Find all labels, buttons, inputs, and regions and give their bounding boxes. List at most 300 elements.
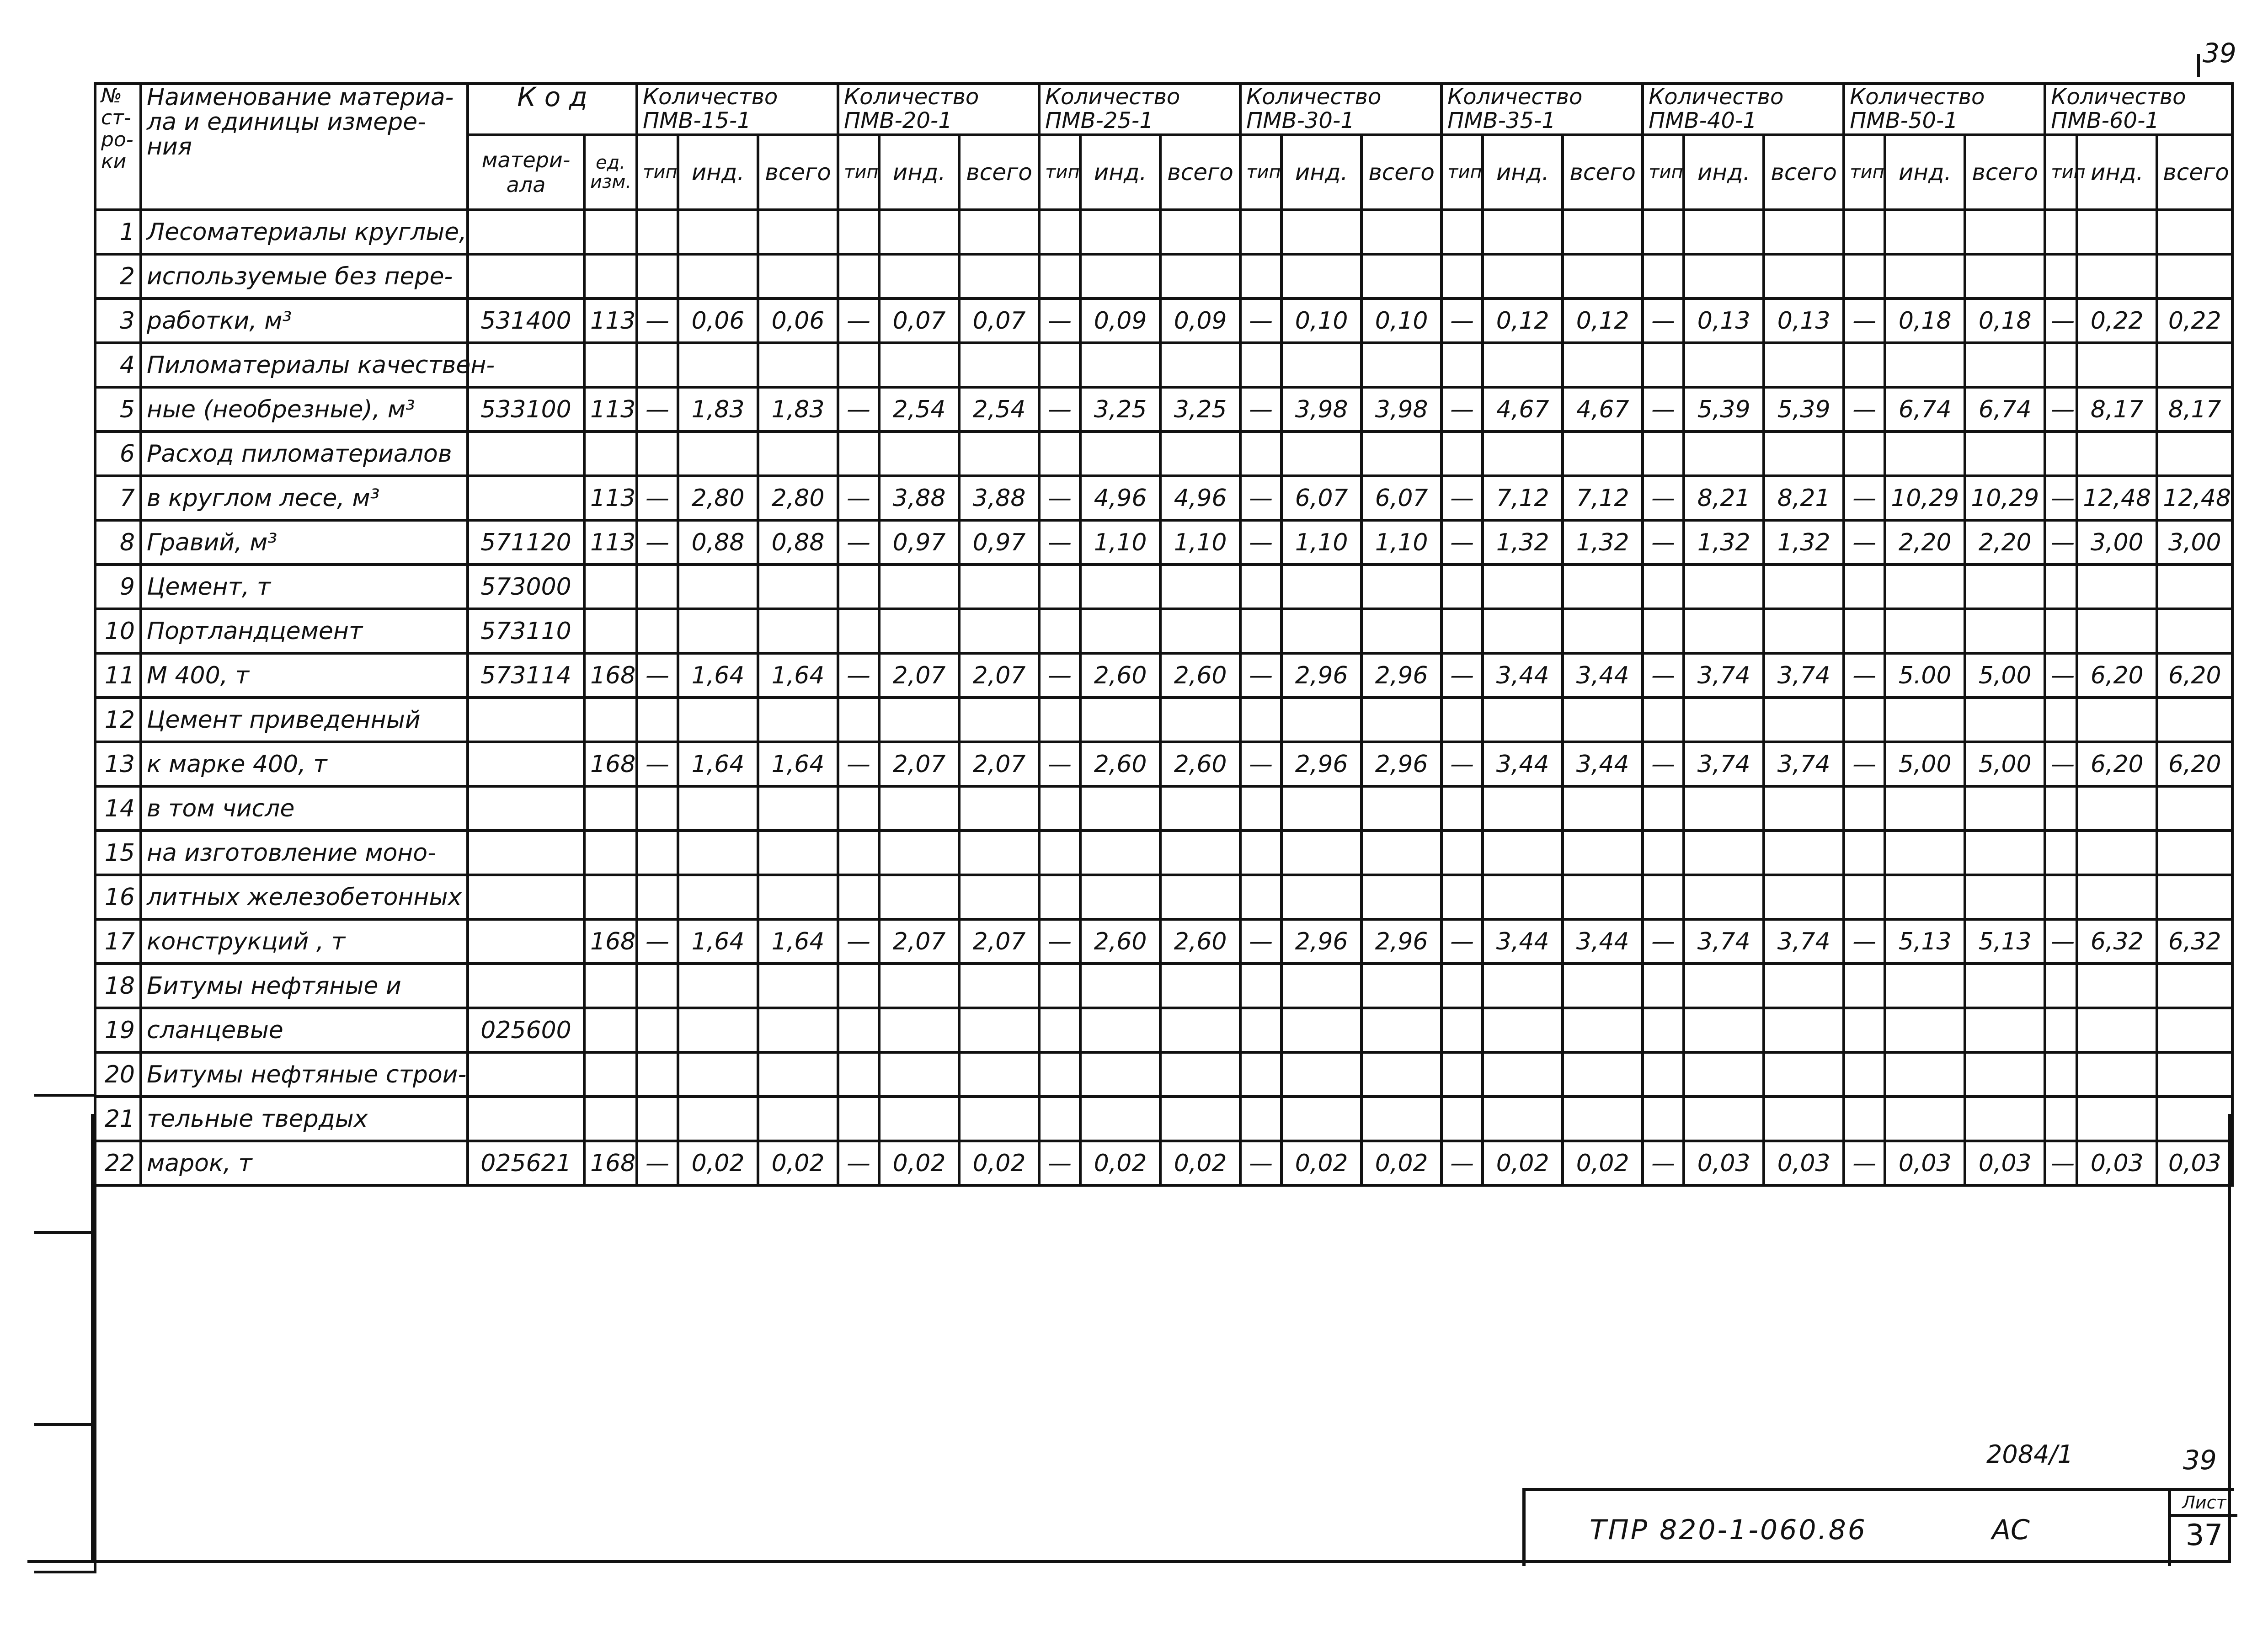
cell-type: —: [1039, 298, 1080, 343]
cell-ind: 3,44: [1483, 653, 1563, 698]
cell-total: [1361, 609, 1441, 653]
material-code: [468, 742, 584, 786]
cell-ind: 6,20: [2077, 742, 2157, 786]
cell-ind: 0,02: [879, 1141, 959, 1185]
header-sub-ind: инд.: [1483, 135, 1563, 210]
cell-total: 0,06: [758, 298, 838, 343]
cell-total: 4,96: [1160, 476, 1240, 520]
cell-total: 3,74: [1764, 653, 1844, 698]
cell-ind: [1885, 698, 1965, 742]
cell-type: [1039, 1008, 1080, 1052]
cell-ind: [1281, 786, 1361, 831]
row-number: 7: [95, 476, 141, 520]
cell-type: [1844, 1052, 1885, 1097]
cell-total: [1563, 1008, 1643, 1052]
cell-type: [1441, 1097, 1483, 1141]
cell-total: 0,13: [1764, 298, 1844, 343]
cell-type: [1039, 1097, 1080, 1141]
cell-total: [1160, 609, 1240, 653]
cell-total: 5,39: [1764, 387, 1844, 432]
unit-code: [584, 1052, 637, 1097]
cell-type: [637, 831, 678, 875]
cell-ind: [1684, 964, 1764, 1008]
cell-ind: [1684, 343, 1764, 387]
header-sub-total: всего: [758, 135, 838, 210]
cell-total: [2157, 698, 2232, 742]
cell-ind: [2077, 875, 2157, 919]
unit-code: [584, 875, 637, 919]
cell-ind: [879, 698, 959, 742]
header-group-5: Количество ПМВ-35-1: [1441, 84, 1643, 135]
material-name: используемые без пере-: [141, 254, 468, 298]
cell-total: [959, 254, 1039, 298]
header-sub-ind: инд.: [1281, 135, 1361, 210]
cell-total: 0,02: [1563, 1141, 1643, 1185]
cell-type: [1441, 432, 1483, 476]
table-row: [95, 653, 2232, 698]
cell-ind: [2077, 1052, 2157, 1097]
cell-total: [1965, 786, 2045, 831]
cell-total: [959, 1052, 1039, 1097]
cell-ind: [1483, 210, 1563, 254]
table-body: [95, 210, 2232, 1185]
cell-ind: [879, 1008, 959, 1052]
cell-type: [2045, 565, 2077, 609]
table-row: [95, 875, 2232, 919]
cell-total: [1361, 1008, 1441, 1052]
material-name: тельные твердых: [141, 1097, 468, 1141]
cell-ind: [1885, 1097, 1965, 1141]
cell-total: 0,12: [1563, 298, 1643, 343]
cell-type: —: [637, 1141, 678, 1185]
cell-ind: 6,20: [2077, 653, 2157, 698]
cell-type: [1844, 698, 1885, 742]
cell-ind: [678, 343, 758, 387]
cell-ind: 0,22: [2077, 298, 2157, 343]
material-code: 531400: [468, 298, 584, 343]
cell-type: [1441, 786, 1483, 831]
cell-ind: 2,96: [1281, 742, 1361, 786]
cell-ind: [2077, 432, 2157, 476]
cell-type: [1643, 964, 1684, 1008]
material-code: 573110: [468, 609, 584, 653]
cell-ind: [1281, 343, 1361, 387]
unit-code: [584, 254, 637, 298]
cell-ind: 2,07: [879, 653, 959, 698]
cell-total: 5,00: [1965, 653, 2045, 698]
cell-type: [1844, 1097, 1885, 1141]
material-code: [468, 254, 584, 298]
cell-total: [2157, 210, 2232, 254]
cell-total: 0,02: [1160, 1141, 1240, 1185]
cell-ind: 8,17: [2077, 387, 2157, 432]
material-code: [468, 919, 584, 964]
cell-total: [1764, 1052, 1844, 1097]
cell-total: 2,07: [959, 919, 1039, 964]
cell-total: [1965, 1052, 2045, 1097]
cell-type: [838, 1097, 879, 1141]
cell-total: 0,10: [1361, 298, 1441, 343]
cell-total: [758, 1052, 838, 1097]
cell-type: [1039, 210, 1080, 254]
cell-ind: [1080, 786, 1160, 831]
cell-total: 1,32: [1764, 520, 1844, 565]
material-name: Лесоматериалы круглые,: [141, 210, 468, 254]
cell-total: [1361, 343, 1441, 387]
header-group-6: Количество ПМВ-40-1: [1643, 84, 1844, 135]
cell-ind: 0,02: [678, 1141, 758, 1185]
cell-type: [1441, 254, 1483, 298]
cell-type: —: [1643, 476, 1684, 520]
material-code: [468, 1052, 584, 1097]
header-sub-type: тип: [1643, 135, 1684, 210]
cell-ind: 6,07: [1281, 476, 1361, 520]
cell-ind: [2077, 343, 2157, 387]
unit-code: [584, 964, 637, 1008]
unit-code: [584, 609, 637, 653]
cell-total: 0,03: [1764, 1141, 1844, 1185]
cell-ind: [678, 964, 758, 1008]
table-row: [95, 786, 2232, 831]
table-row: [95, 298, 2232, 343]
cell-type: —: [1844, 298, 1885, 343]
header-sub-ind: инд.: [879, 135, 959, 210]
table-row: [95, 698, 2232, 742]
cell-type: [2045, 964, 2077, 1008]
cell-type: [637, 786, 678, 831]
material-code: [468, 698, 584, 742]
cell-type: [1643, 343, 1684, 387]
cell-ind: [1885, 254, 1965, 298]
header-sub-ind: инд.: [1684, 135, 1764, 210]
cell-type: [2045, 786, 2077, 831]
cell-total: [758, 565, 838, 609]
cell-ind: [1885, 786, 1965, 831]
cell-type: [1643, 432, 1684, 476]
cell-total: [1764, 786, 1844, 831]
cell-type: [1643, 565, 1684, 609]
cell-type: [2045, 698, 2077, 742]
cell-total: 8,17: [2157, 387, 2232, 432]
cell-total: [1764, 254, 1844, 298]
cell-type: —: [1643, 919, 1684, 964]
cell-total: [758, 698, 838, 742]
cell-type: [1441, 210, 1483, 254]
row-number: 16: [95, 875, 141, 919]
cell-type: —: [838, 742, 879, 786]
cell-total: 1,83: [758, 387, 838, 432]
cell-ind: [879, 964, 959, 1008]
cell-ind: [1684, 786, 1764, 831]
cell-ind: [1483, 1052, 1563, 1097]
cell-type: [1441, 875, 1483, 919]
cell-type: —: [1039, 1141, 1080, 1185]
cell-total: 2,60: [1160, 653, 1240, 698]
row-number: 3: [95, 298, 141, 343]
cell-total: [1160, 432, 1240, 476]
cell-ind: [1080, 964, 1160, 1008]
cell-total: 2,07: [959, 742, 1039, 786]
cell-total: [1361, 565, 1441, 609]
title-suffix: АС: [1992, 1514, 2030, 1546]
cell-total: 6,20: [2157, 653, 2232, 698]
sheet-number: 37: [2185, 1519, 2223, 1552]
header-code: К о д: [468, 84, 637, 135]
cell-total: 1,10: [1361, 520, 1441, 565]
cell-total: [1563, 875, 1643, 919]
header-sub-type: тип: [1844, 135, 1885, 210]
table-row: [95, 387, 2232, 432]
cell-ind: [678, 1097, 758, 1141]
cell-type: —: [1844, 1141, 1885, 1185]
row-number: 19: [95, 1008, 141, 1052]
header-sub-ind: инд.: [2077, 135, 2157, 210]
cell-type: —: [1039, 653, 1080, 698]
cell-ind: [1483, 831, 1563, 875]
table-row: [95, 1141, 2232, 1185]
cell-ind: [678, 210, 758, 254]
cell-ind: [1885, 343, 1965, 387]
cell-total: [2157, 1052, 2232, 1097]
cell-ind: [2077, 698, 2157, 742]
cell-type: —: [838, 919, 879, 964]
cell-ind: [1281, 609, 1361, 653]
cell-total: 0,09: [1160, 298, 1240, 343]
cell-type: —: [838, 1141, 879, 1185]
cell-ind: 0,02: [1483, 1141, 1563, 1185]
cell-type: —: [1240, 919, 1281, 964]
cell-ind: [678, 254, 758, 298]
cell-ind: 2,54: [879, 387, 959, 432]
cell-ind: [678, 609, 758, 653]
cell-total: [758, 343, 838, 387]
cell-type: [838, 254, 879, 298]
cell-type: [2045, 343, 2077, 387]
cell-total: [2157, 1097, 2232, 1141]
cell-type: [637, 1008, 678, 1052]
cell-type: —: [637, 387, 678, 432]
unit-code: [584, 432, 637, 476]
cell-ind: [1080, 432, 1160, 476]
cell-type: [1844, 875, 1885, 919]
cell-type: [1240, 875, 1281, 919]
cell-ind: 1,83: [678, 387, 758, 432]
header-sub-total: всего: [1361, 135, 1441, 210]
cell-total: [1764, 875, 1844, 919]
cell-type: —: [1844, 476, 1885, 520]
header-code-material: матери-ала: [468, 135, 584, 210]
cell-type: [1441, 343, 1483, 387]
header-sub-total: всего: [959, 135, 1039, 210]
unit-code: 113: [584, 476, 637, 520]
cell-total: [959, 786, 1039, 831]
cell-total: [2157, 875, 2232, 919]
cell-total: 3,88: [959, 476, 1039, 520]
cell-ind: 0,10: [1281, 298, 1361, 343]
cell-type: [1441, 565, 1483, 609]
cell-type: [1643, 609, 1684, 653]
cell-total: [1965, 1008, 2045, 1052]
cell-ind: 3,88: [879, 476, 959, 520]
cell-ind: [1281, 875, 1361, 919]
header-sub-type: тип: [637, 135, 678, 210]
cell-total: [1965, 698, 2045, 742]
cell-total: [1160, 875, 1240, 919]
cell-type: [637, 432, 678, 476]
cell-ind: [1080, 1008, 1160, 1052]
cell-ind: [2077, 964, 2157, 1008]
cell-ind: 0,02: [1281, 1141, 1361, 1185]
cell-ind: [1483, 609, 1563, 653]
cell-type: [1844, 786, 1885, 831]
header-group-8: Количество ПМВ-60-1: [2045, 84, 2232, 135]
unit-code: 113: [584, 387, 637, 432]
cell-type: [1240, 786, 1281, 831]
cell-ind: 5,00: [1885, 742, 1965, 786]
material-name: в том числе: [141, 786, 468, 831]
cell-type: [1441, 831, 1483, 875]
table-row: [95, 1097, 2232, 1141]
cell-ind: [1483, 1008, 1563, 1052]
cell-ind: 0,06: [678, 298, 758, 343]
cell-ind: [1281, 210, 1361, 254]
cell-total: [1361, 831, 1441, 875]
material-code: [468, 875, 584, 919]
cell-ind: 10,29: [1885, 476, 1965, 520]
cell-total: [1361, 786, 1441, 831]
cell-ind: 3,44: [1483, 919, 1563, 964]
cell-total: [1965, 210, 2045, 254]
cell-ind: [1281, 565, 1361, 609]
cell-type: [838, 343, 879, 387]
cell-type: [1844, 210, 1885, 254]
cell-ind: [1684, 210, 1764, 254]
cell-ind: [1080, 1097, 1160, 1141]
cell-total: [959, 432, 1039, 476]
row-number: 21: [95, 1097, 141, 1141]
cell-ind: 3,74: [1684, 653, 1764, 698]
table-row: [95, 831, 2232, 875]
cell-total: 0,88: [758, 520, 838, 565]
unit-code: 168: [584, 919, 637, 964]
cell-total: 3,74: [1764, 742, 1844, 786]
header-group-2: Количество ПМВ-20-1: [838, 84, 1039, 135]
table-row: [95, 609, 2232, 653]
cell-total: [959, 831, 1039, 875]
cell-type: [637, 254, 678, 298]
cell-type: [838, 565, 879, 609]
unit-code: [584, 831, 637, 875]
cell-type: [1039, 875, 1080, 919]
cell-ind: [2077, 786, 2157, 831]
cell-total: 0,03: [1965, 1141, 2045, 1185]
table-row: [95, 565, 2232, 609]
cell-ind: [1080, 698, 1160, 742]
cell-type: —: [1441, 742, 1483, 786]
material-code: 573114: [468, 653, 584, 698]
header-sub-ind: инд.: [678, 135, 758, 210]
cell-total: 3,25: [1160, 387, 1240, 432]
cell-type: [1643, 254, 1684, 298]
cell-ind: [2077, 254, 2157, 298]
cell-type: [838, 964, 879, 1008]
cell-total: [1764, 964, 1844, 1008]
binding-divider: [34, 1094, 94, 1097]
unit-code: [584, 1097, 637, 1141]
cell-ind: [1281, 698, 1361, 742]
cell-ind: [879, 831, 959, 875]
cell-total: [1361, 1097, 1441, 1141]
cell-total: [1361, 875, 1441, 919]
cell-ind: 12,48: [2077, 476, 2157, 520]
cell-type: —: [1643, 298, 1684, 343]
cell-ind: [1684, 831, 1764, 875]
cell-type: —: [1643, 1141, 1684, 1185]
cell-ind: 2,60: [1080, 653, 1160, 698]
cell-ind: [1281, 1052, 1361, 1097]
cell-total: [959, 698, 1039, 742]
cell-type: —: [637, 476, 678, 520]
cell-total: [1361, 210, 1441, 254]
cell-type: [2045, 254, 2077, 298]
table-row: [95, 964, 2232, 1008]
cell-type: —: [1844, 387, 1885, 432]
page-number: 39: [2203, 37, 2236, 69]
document-note: 2084/1: [1986, 1440, 2073, 1469]
cell-total: [1160, 831, 1240, 875]
cell-ind: 1,10: [1080, 520, 1160, 565]
cell-ind: 1,32: [1483, 520, 1563, 565]
cell-type: [1039, 964, 1080, 1008]
cell-ind: [1684, 1008, 1764, 1052]
cell-ind: [1684, 565, 1764, 609]
unit-code: 168: [584, 1141, 637, 1185]
cell-type: [1844, 964, 1885, 1008]
cell-type: [838, 1052, 879, 1097]
cell-total: [1563, 609, 1643, 653]
cell-type: [637, 343, 678, 387]
row-number: 15: [95, 831, 141, 875]
cell-total: 2,96: [1361, 919, 1441, 964]
cell-type: [637, 1097, 678, 1141]
cell-ind: 8,21: [1684, 476, 1764, 520]
cell-ind: [1885, 831, 1965, 875]
material-code: [468, 476, 584, 520]
cell-type: —: [1441, 476, 1483, 520]
cell-total: [758, 609, 838, 653]
cell-total: [2157, 786, 2232, 831]
cell-ind: 0,07: [879, 298, 959, 343]
material-name: конструкций , т: [141, 919, 468, 964]
table-row: [95, 432, 2232, 476]
cell-type: [1441, 698, 1483, 742]
cell-total: [1563, 432, 1643, 476]
cell-ind: [1684, 698, 1764, 742]
cell-ind: [678, 875, 758, 919]
cell-total: 6,74: [1965, 387, 2045, 432]
cell-type: [838, 831, 879, 875]
cell-type: [1240, 343, 1281, 387]
header-sub-ind: инд.: [1080, 135, 1160, 210]
cell-total: 1,64: [758, 742, 838, 786]
cell-type: —: [838, 476, 879, 520]
cell-type: [1844, 565, 1885, 609]
title-block: [1522, 1488, 2234, 1566]
cell-total: [1160, 254, 1240, 298]
cell-ind: [2077, 210, 2157, 254]
cell-ind: 0,03: [1684, 1141, 1764, 1185]
cell-ind: 0,18: [1885, 298, 1965, 343]
